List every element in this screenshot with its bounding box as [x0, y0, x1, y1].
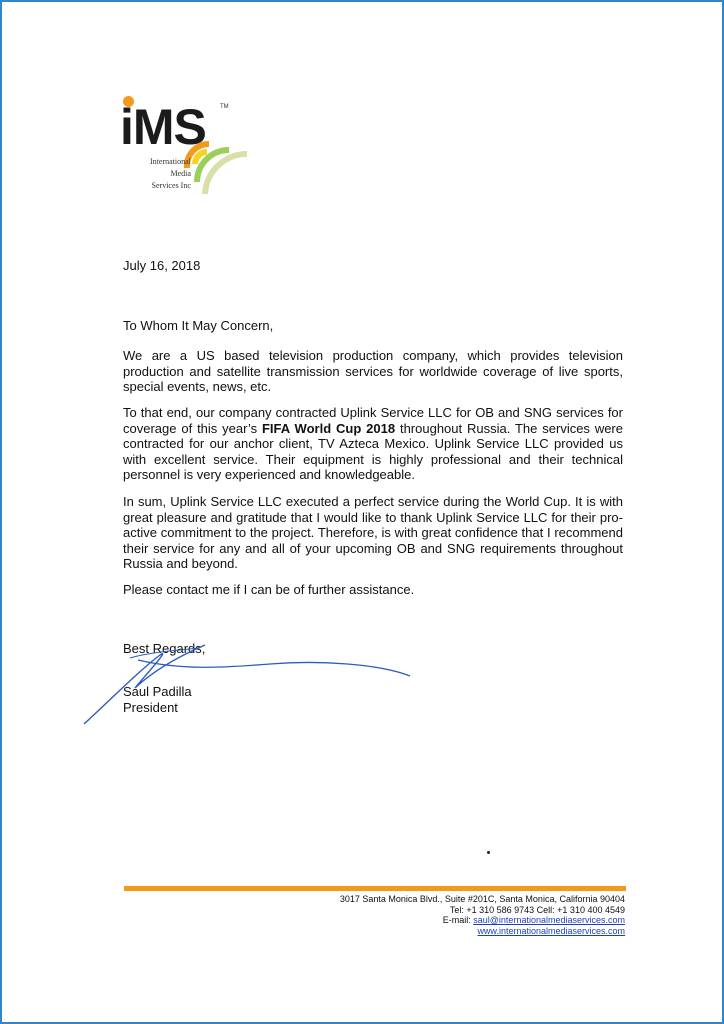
footer-phones: Tel: +1 310 586 9743 Cell: +1 310 400 4549 [449, 904, 625, 915]
paragraph-3: In sum, Uplink Service LLC executed a perfect service during the World Cup. It is with great pleasure and gratitude that I would like to thank Uplink Service LLC for their pro-active commitment to the project. Therefore, is with great confidence that I recommend their service for any and all of your upcoming OB and SNG requirements throughout Russia and beyond. [123, 494, 623, 571]
paragraph-2 [123, 405, 623, 483]
paragraph-4: Please contact me if I can be of further assistance. [123, 582, 415, 597]
signer-name: Saul Padilla [123, 684, 192, 699]
paragraph-2-event: FIFA World Cup 2018 [261, 420, 396, 436]
footer-address: 3017 Santa Monica Blvd., Suite #201C, Santa Monica, California 90404 [339, 894, 625, 904]
logo-trademark: TM [220, 104, 229, 110]
footer-email-link[interactable]: saul@internationalmediaservices.com [473, 915, 625, 925]
company-logo [120, 96, 260, 206]
paragraph-1: We are a US based television production company, which provides television production and satellite transmission services for worldwide coverage of live sports, special events, news, etc. [123, 348, 623, 394]
paper-speck [487, 851, 490, 854]
handwritten-signature [80, 630, 420, 730]
footer-divider [124, 886, 626, 891]
footer-website-link[interactable]: www.internationalmediaservices.com [477, 925, 625, 936]
logo-line-1: International [150, 157, 191, 166]
footer-email-label: E-mail: [442, 915, 474, 925]
letter-date: July 16, 2018 [123, 258, 201, 273]
paragraph-2-start: To that end, our company contracted Uplink Service LLC for OB and SNG services for coverage of this year’s [123, 405, 623, 436]
logo-subtitle [150, 156, 191, 192]
salutation: To Whom It May Concern, [123, 318, 274, 333]
closing: Best Regards, [123, 641, 206, 656]
signer-title: President [123, 700, 178, 715]
logo-wordmark: iMS [120, 99, 206, 155]
logo-line-3: Services Inc [151, 181, 191, 190]
paragraph-2-end: throughout Russia. The services were contracted for our anchor client, TV Azteca Mexico. Uplink Service LLC provided us with excellent service. Their equipment is highly professional and their technical personnel is very experienced and knowledgeable. [123, 420, 623, 482]
logo-line-2: Media [170, 169, 191, 178]
footer-email-line [300, 915, 625, 926]
footer-contact [300, 894, 625, 936]
